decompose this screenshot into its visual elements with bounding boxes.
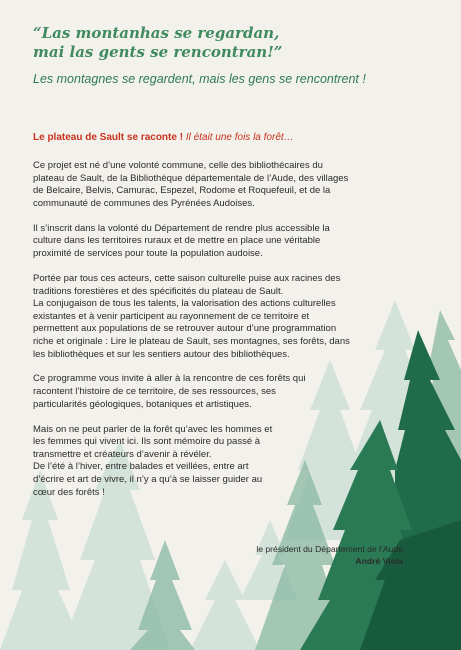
- text-line: proximité de services pour toute la population audoise.: [33, 247, 263, 259]
- text-line: les femmes qui vivent ici. Ils sont mémoire du passé à: [33, 436, 261, 448]
- paragraph: [33, 160, 443, 210]
- occitan-quote-line-1: “Las montanhas se regardan,: [33, 24, 280, 42]
- text-line: cœur des forêts !: [33, 486, 105, 498]
- text-line: riche et originale : Lire le plateau de Sault, ses montagnes, ses forêts, dans: [33, 335, 350, 347]
- signature-name: André Viola: [355, 556, 403, 566]
- text-line: Ce projet est né d’une volonté commune, celle des bibliothécaires du: [33, 160, 323, 171]
- heading-subtitle: Il était une fois la forêt…: [185, 132, 294, 143]
- text-line: Portée par tous ces acteurs, cette saison culturelle puise aux racines des: [33, 272, 341, 284]
- french-quote: Les montagnes se regardent, mais les gens se rencontrent !: [33, 72, 366, 86]
- occitan-quote-line-2: mai las gents se rencontran!”: [33, 43, 283, 61]
- text-line: transmettre et créateurs d’avenir à révéler.: [33, 448, 212, 460]
- text-line: les bibliothèques et sur les sentiers autour des bibliothèques.: [33, 348, 290, 360]
- text-line: particularités géologiques, botaniques et artistiques.: [33, 398, 252, 410]
- text-line: existantes et à venir participent au rayonnement de ce territoire et: [33, 310, 310, 322]
- text-line: Mais on ne peut parler de la forêt qu’avec les hommes et: [33, 423, 273, 435]
- signature-role: le président du Département de l’Aude: [256, 544, 403, 554]
- text-line: racontent l’histoire de ce territoire, de ses ressources, ses: [33, 386, 276, 398]
- text-line: d’écrire et art de vivre, il n’y a qu’à se laisser guider au: [33, 474, 263, 486]
- text-line: permettent aux populations de se retrouver autour d’une programmation: [33, 323, 337, 335]
- occitan-quote: [33, 24, 443, 62]
- text-line: plateau de Sault, de la Bibliothèque départementale de l’Aude, des villages: [33, 172, 349, 184]
- text-line: traditions forestières et des spécificités du plateau de Sault.: [33, 285, 284, 297]
- text-line: De l’été à l’hiver, entre balades et veillées, entre art: [33, 461, 249, 473]
- section-heading: [33, 132, 453, 143]
- heading-title: Le plateau de Sault se raconte !: [33, 132, 184, 143]
- text-line: La conjugaison de tous les talents, la valorisation des actions culturelles: [33, 298, 336, 310]
- text-line: Ce programme vous invite à aller à la rencontre de ces forêts qui: [33, 373, 306, 385]
- text-line: de Belcaire, Belvis, Camurac, Espezel, Rodome et Roquefeuil, et de la: [33, 185, 331, 197]
- paragraph: [33, 373, 443, 411]
- paragraph: [33, 273, 443, 361]
- text-line: Il s’inscrit dans la volonté du Département de rendre plus accessible la: [33, 222, 330, 234]
- signature: [256, 543, 403, 567]
- paragraph: [33, 223, 443, 261]
- text-line: communauté de communes des Pyrénées Audoises.: [33, 197, 255, 209]
- text-line: culture dans les territoires ruraux et de mettre en place une véritable: [33, 235, 321, 247]
- body-text: [33, 160, 443, 512]
- paragraph: [33, 424, 443, 500]
